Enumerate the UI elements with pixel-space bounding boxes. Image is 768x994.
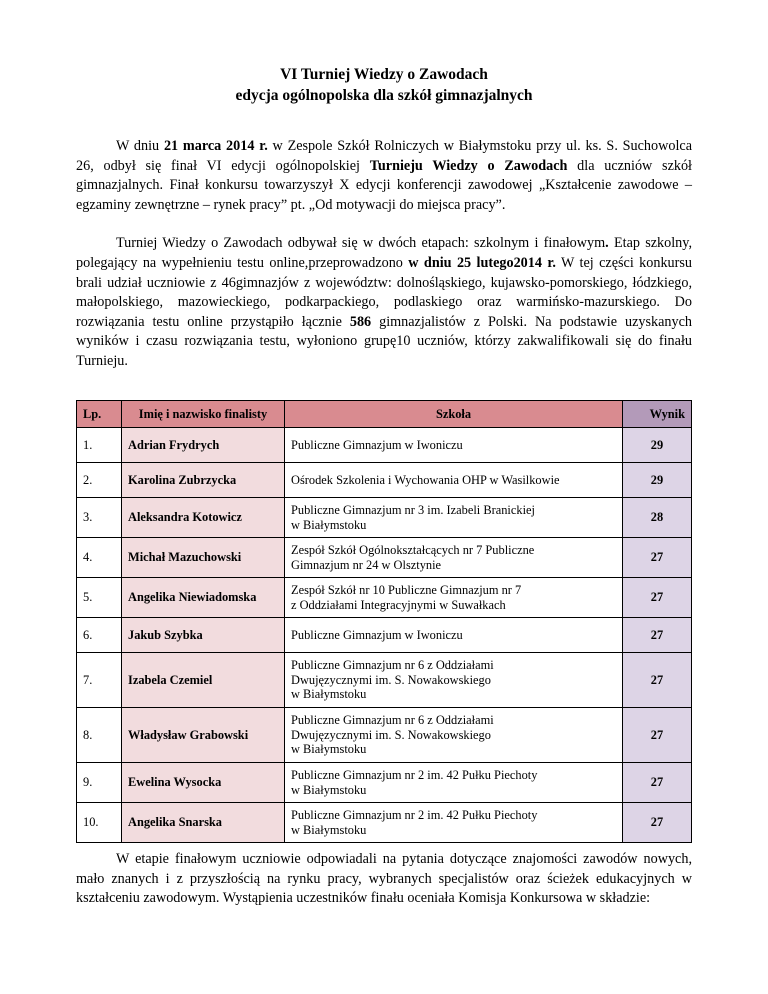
table-header-row: [77, 401, 692, 428]
p1-text-3: dla uczniów szkół gimnazjalnych. Finał konkursu towarzyszył X edycji konferencji zawodowej „Kształcenie zawodowe – egzaminy zewnętrzne – rynek pracy” pt. „Od motywacji do miejsca pracy”.: [76, 157, 692, 213]
cell-name: Angelika Niewiadomska: [122, 578, 285, 618]
cell-school: [285, 463, 623, 498]
school-line: w Białymstoku: [291, 822, 367, 837]
cell-score: 27: [623, 538, 692, 578]
cell-score: 28: [623, 498, 692, 538]
finalists-table: [76, 400, 692, 843]
p2-text-1: Turniej Wiedzy o Zawodach odbywał się w dwóch etapach: szkolnym i finałowym: [116, 235, 606, 252]
p2-count-bold: 586: [349, 313, 372, 330]
school-line: Publiczne Gimnazjum w Iwoniczu: [291, 437, 463, 452]
school-line: Publiczne Gimnazjum nr 2 im. 42 Pułku Piechoty: [291, 768, 538, 782]
header-school: Szkoła: [285, 401, 623, 428]
cell-score: 27: [623, 653, 692, 708]
cell-score: 27: [623, 578, 692, 618]
cell-school: [285, 498, 623, 538]
cell-school: [285, 708, 623, 763]
school-line: Publiczne Gimnazjum nr 6 z Oddziałami: [291, 658, 494, 673]
cell-name: Aleksandra Kotowicz: [122, 498, 285, 538]
table-row: [77, 803, 692, 843]
cell-lp: 9.: [77, 763, 122, 803]
cell-lp: 8.: [77, 708, 122, 763]
title-line-2: edycja ogólnopolska dla szkół gimnazjalnych: [235, 87, 533, 104]
cell-name: Jakub Szybka: [122, 618, 285, 653]
school-line: Dwujęzycznymi im. S. Nowakowskiego: [291, 672, 491, 687]
school-line: Dwujęzycznymi im. S. Nowakowskiego: [291, 727, 491, 742]
cell-name: Karolina Zubrzycka: [122, 463, 285, 498]
school-line: Ośrodek Szkolenia i Wychowania OHP w Wasilkowie: [291, 472, 560, 487]
table-row: [77, 708, 692, 763]
cell-lp: 4.: [77, 538, 122, 578]
cell-school: [285, 578, 623, 618]
stages-paragraph: [76, 234, 692, 371]
table-row: [77, 428, 692, 463]
cell-school: [285, 803, 623, 843]
p1-text-2: w Zespole Szkół Rolniczych w Białymstoku przy ul. ks. S. Suchowolca 26, odbył się finał VI edycji ogólnopolskiej: [76, 138, 692, 174]
school-line: w Białymstoku: [291, 687, 367, 702]
document-page: [76, 0, 692, 907]
cell-name: Izabela Czemiel: [122, 653, 285, 708]
cell-lp: 7.: [77, 653, 122, 708]
cell-school: [285, 618, 623, 653]
p2-text-4: gimnazjalistów z Polski. Na podstawie uzyskanych wyników i czasu rozwiązania testu, wyłoniono grupę10 uczniów, którzy zakwalifikowali się do finału Turnieju.: [76, 313, 692, 369]
school-line: Gimnazjum nr 24 w Olsztynie: [291, 557, 442, 572]
school-line: Zespół Szkół nr 10 Publiczne Gimnazjum nr 7: [291, 583, 522, 597]
document-title: [76, 64, 692, 106]
cell-name: Angelika Snarska: [122, 803, 285, 843]
school-line: w Białymstoku: [291, 517, 367, 532]
table-body: [77, 428, 692, 843]
table-row: [77, 653, 692, 708]
cell-lp: 5.: [77, 578, 122, 618]
school-line: Publiczne Gimnazjum nr 6 z Oddziałami: [291, 713, 494, 728]
cell-score: 27: [623, 803, 692, 843]
header-name: Imię i nazwisko finalisty: [122, 401, 285, 428]
title-line-1: VI Turniej Wiedzy o Zawodach: [280, 66, 488, 83]
school-line: Publiczne Gimnazjum w Iwoniczu: [291, 627, 463, 642]
p1-date-bold: 21 marca 2014 r.: [163, 138, 268, 154]
header-lp: Lp.: [77, 401, 122, 428]
final-stage-paragraph: W etapie finałowym uczniowie odpowiadali na pytania dotyczące znajomości zawodów nowych, mało znanych i z przyszłością na rynku pracy, wybranych specjalistów oraz ścieżek edukacyjnych w kształceniu zawodowym. Wystąpienia uczestników finału oceniała Komisja Konkursowa w składzie:: [76, 851, 692, 907]
cell-score: 29: [623, 463, 692, 498]
table-row: [77, 538, 692, 578]
school-line: Publiczne Gimnazjum nr 2 im. 42 Pułku Piechoty: [291, 808, 538, 822]
school-line: Zespół Szkół Ogólnokształcących nr 7 Publiczne: [291, 543, 535, 557]
cell-name: Władysław Grabowski: [122, 708, 285, 763]
p2-text-2: Etap szkolny, polegający na wypełnieniu testu online,przeprowadzono: [76, 235, 692, 271]
cell-score: 27: [623, 708, 692, 763]
school-line: Publiczne Gimnazjum nr 3 im. Izabeli Branickiej: [291, 503, 535, 517]
p2-dot-bold: .: [605, 235, 609, 252]
cell-score: 27: [623, 763, 692, 803]
cell-score: 27: [623, 618, 692, 653]
intro-paragraph: [76, 137, 692, 215]
cell-school: [285, 763, 623, 803]
cell-lp: 3.: [77, 498, 122, 538]
cell-lp: 1.: [77, 428, 122, 463]
table-row: [77, 463, 692, 498]
school-line: w Białymstoku: [291, 742, 367, 757]
p1-tournament-bold: Turnieju Wiedzy o Zawodach: [369, 157, 568, 174]
cell-score: 29: [623, 428, 692, 463]
school-line: w Białymstoku: [291, 782, 367, 797]
cell-lp: 6.: [77, 618, 122, 653]
school-line: z Oddziałami Integracyjnymi w Suwałkach: [291, 597, 506, 612]
p2-date-bold: w dniu 25 lutego2014 r.: [408, 254, 556, 271]
cell-lp: 10.: [77, 803, 122, 843]
p1-text-1: W dniu: [116, 138, 164, 154]
header-score: Wynik: [623, 401, 692, 428]
cell-school: [285, 653, 623, 708]
cell-school: [285, 538, 623, 578]
cell-name: Ewelina Wysocka: [122, 763, 285, 803]
table-row: [77, 763, 692, 803]
table-row: [77, 578, 692, 618]
cell-name: Adrian Frydrych: [122, 428, 285, 463]
table-row: [77, 618, 692, 653]
cell-school: [285, 428, 623, 463]
table-row: [77, 498, 692, 538]
cell-lp: 2.: [77, 463, 122, 498]
p2-text-3: W tej części konkursu brali udział uczniowie z 46gimnazjów z województw: dolnośląskiego, kujawsko-pomorskiego, łódzkiego, małopolskiego, mazowieckiego, podkarpackiego, podlaskiego oraz warmińsko-mazurskiego. Do rozwiązania testu online przystąpiło łącznie: [76, 254, 692, 330]
cell-name: Michał Mazuchowski: [122, 538, 285, 578]
